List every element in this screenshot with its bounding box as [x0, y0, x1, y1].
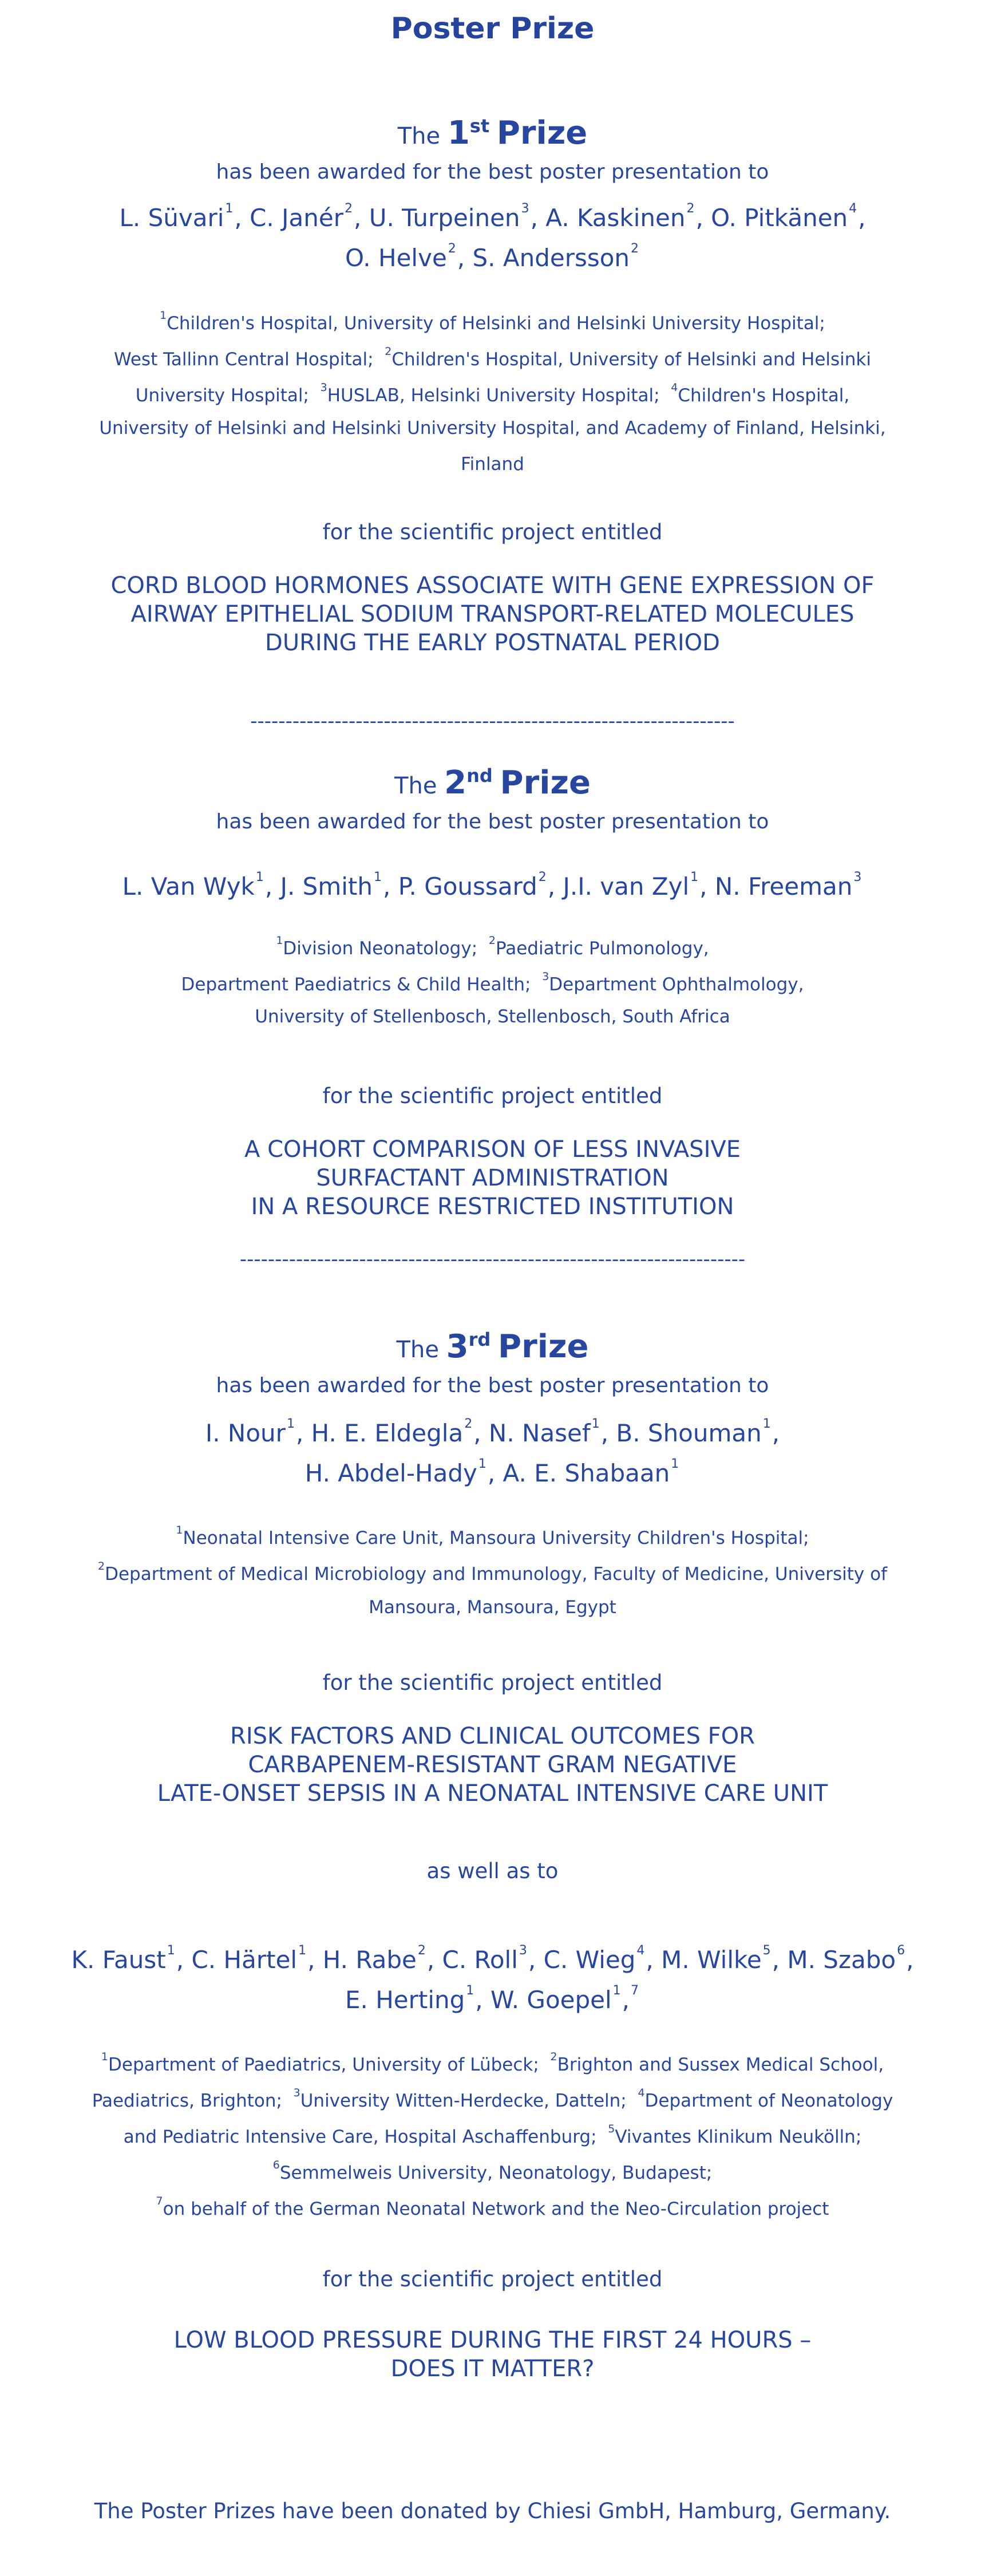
affiliation-marker: 1: [255, 870, 264, 884]
first-prize-authors-line-1: [0, 202, 985, 232]
text-segment: E. Herting: [345, 1986, 465, 2014]
second-prize-project-title-line-3: IN A RESOURCE RESTRICTED INSTITUTION: [251, 1194, 734, 1220]
affiliation-marker: 2: [631, 242, 639, 256]
affiliation-marker: 6: [272, 2159, 280, 2171]
text-segment: , C. Janér: [234, 204, 343, 232]
prize-the: The: [396, 1337, 439, 1363]
affiliation-marker: 4: [638, 2087, 645, 2099]
text-segment: I. Nour: [205, 1419, 286, 1447]
text-segment: Department Paediatrics & Child Health;: [181, 974, 543, 995]
text-segment: Department of Neonatology: [644, 2091, 893, 2111]
affiliation-marker: 2: [417, 1943, 426, 1958]
affiliation-marker: 1: [478, 1457, 486, 1471]
section-divider: ---------------------------------------------------------------------: [250, 710, 735, 733]
text-segment: , O. Pitkänen: [695, 204, 848, 232]
prize-number: 2nd: [444, 764, 493, 801]
page-title: Poster Prize: [390, 11, 595, 46]
affiliation-marker: 1: [591, 1417, 600, 1431]
first-prize-project-title-line-1: CORD BLOOD HORMONES ASSOCIATE WITH GENE EXPRESSION OF: [110, 572, 875, 599]
text-segment: Division Neonatology;: [283, 938, 489, 959]
affiliation-marker: 3: [542, 970, 549, 983]
text-segment: , J.I. van Zyl: [547, 872, 690, 900]
third-prize-affiliation-line: [0, 1560, 985, 1585]
text-segment: L. Süvari: [119, 204, 224, 232]
affiliation-marker: 5: [762, 1943, 771, 1958]
text-segment: Department Ophthalmology,: [549, 974, 804, 995]
affiliation-marker: 2: [686, 202, 695, 216]
text-segment: , C. Härtel: [176, 1946, 298, 1974]
second-prize-entitled-text: for the scientific project entitled: [322, 1084, 663, 1108]
text-segment: , H. E. Eldegla: [295, 1419, 464, 1447]
text-segment: ,: [858, 204, 866, 232]
affiliation-marker: 5: [608, 2123, 615, 2135]
affiliation-marker: 1: [762, 1417, 771, 1431]
third-prize-second-affiliation-line: [0, 2123, 985, 2147]
affiliation-marker: 2: [385, 345, 392, 358]
text-segment: Mansoura, Mansoura, Egypt: [369, 1597, 616, 1618]
text-segment: Department of Medical Microbiology and Immunology, Faculty of Medicine, University of: [105, 1564, 887, 1585]
affiliation-marker: 6: [897, 1943, 905, 1958]
text-segment: University Witten-Herdecke, Datteln;: [300, 2091, 638, 2111]
first-prize-affiliation-line: [0, 418, 985, 438]
third-prize-affiliation-line: [0, 1597, 985, 1618]
affiliation-marker: 1: [690, 870, 699, 884]
text-segment: Children's Hospital, University of Helsinki and Helsinki: [391, 349, 871, 370]
affiliation-marker: 1: [160, 309, 167, 322]
text-segment: ,: [622, 1986, 630, 2014]
text-segment: Vivantes Klinikum Neukölln;: [615, 2127, 862, 2147]
affiliation-marker: 3: [293, 2087, 300, 2099]
third-prize-authors-line-1: [0, 1417, 985, 1447]
third-prize-second-affiliation-line: [0, 2050, 985, 2075]
first-prize-project-title-line-3: DURING THE EARLY POSTNATAL PERIOD: [265, 630, 720, 656]
first-prize-project-title-line-2: AIRWAY EPITHELIAL SODIUM TRANSPORT-RELATED MOLECULES: [130, 601, 855, 627]
affiliation-marker: 2: [488, 934, 496, 947]
affiliation-marker: 1: [466, 1984, 474, 1998]
first-prize-entitled-text: for the scientific project entitled: [322, 520, 663, 544]
affiliation-marker: 1: [101, 2050, 108, 2063]
affiliation-marker: 4: [636, 1943, 645, 1958]
text-segment: Neonatal Intensive Care Unit, Mansoura University Children's Hospital;: [183, 1528, 809, 1548]
first-prize-heading: [0, 114, 985, 152]
as-well-as-text: as well as to: [426, 1859, 559, 1883]
text-segment: , A. E. Shabaan: [487, 1459, 670, 1487]
text-segment: and Pediatric Intensive Care, Hospital Aschaffenburg;: [123, 2127, 608, 2147]
affiliation-marker: 7: [631, 1984, 639, 1998]
text-segment: , S. Andersson: [457, 244, 630, 272]
affiliation-marker: 1: [298, 1943, 307, 1958]
first-prize-affiliation-line: [0, 309, 985, 334]
prize-number: 3rd: [446, 1328, 491, 1365]
first-prize-affiliation-line: [0, 345, 985, 370]
affiliation-marker: 2: [448, 242, 456, 256]
text-segment: Children's Hospital, University of Helsinki and Helsinki University Hospital;: [167, 313, 825, 334]
prize-the: The: [394, 773, 437, 799]
second-prize-project-title-line-1: A COHORT COMPARISON OF LESS INVASIVE: [244, 1136, 741, 1163]
prize-the: The: [397, 123, 441, 149]
affiliation-marker: 2: [464, 1417, 473, 1431]
text-segment: O. Helve: [345, 244, 447, 272]
text-segment: , N. Nasef: [473, 1419, 591, 1447]
text-segment: HUSLAB, Helsinki University Hospital;: [327, 385, 671, 406]
first-prize-affiliation-line: [0, 381, 985, 406]
second-prize-affiliation-line: [0, 934, 985, 959]
text-segment: H. Abdel-Hady: [304, 1459, 477, 1487]
affiliation-marker: 3: [519, 1943, 527, 1958]
second-project-entitled-text: for the scientific project entitled: [322, 2267, 663, 2291]
footer-sponsor-text: The Poster Prizes have been donated by Chiesi GmbH, Hamburg, Germany.: [94, 2499, 891, 2523]
third-prize-project-title-line-2: CARBAPENEM-RESISTANT GRAM NEGATIVE: [248, 1752, 737, 1778]
affiliation-marker: 2: [345, 202, 353, 216]
affiliation-marker: 2: [538, 870, 547, 884]
affiliation-marker: 3: [521, 202, 529, 216]
text-segment: K. Faust: [71, 1946, 166, 1974]
affiliation-marker: 3: [320, 381, 327, 394]
text-segment: , N. Freeman: [699, 872, 853, 900]
affiliation-marker: 4: [849, 202, 857, 216]
text-segment: , U. Turpeinen: [354, 204, 520, 232]
prize-word: Prize: [498, 1328, 589, 1365]
affiliation-marker: 1: [176, 1524, 183, 1536]
affiliation-marker: 1: [671, 1457, 679, 1471]
affiliation-marker: 2: [98, 1560, 105, 1573]
third-prize-second-affiliation-line: [0, 2159, 985, 2183]
second-prize-affiliation-line: [0, 1006, 985, 1027]
text-segment: , H. Rabe: [307, 1946, 417, 1974]
affiliation-marker: 1: [374, 870, 382, 884]
second-prize-authors-line-1: [0, 870, 985, 900]
first-prize-affiliation-line: [0, 454, 985, 475]
text-segment: , P. Goussard: [383, 872, 537, 900]
prize-word: Prize: [496, 114, 588, 152]
affiliation-marker: 1: [612, 1984, 621, 1998]
text-segment: , C. Roll: [426, 1946, 518, 1974]
first-prize-awarded-text: has been awarded for the best poster presentation to: [216, 160, 769, 184]
affiliation-marker: 1: [276, 934, 283, 947]
text-segment: ,: [906, 1946, 914, 1974]
text-segment: University Hospital;: [135, 385, 321, 406]
text-segment: Department of Paediatrics, University of Lübeck;: [108, 2055, 551, 2075]
text-segment: , A. Kaskinen: [530, 204, 686, 232]
text-segment: , M. Szabo: [772, 1946, 896, 1974]
text-segment: University of Stellenbosch, Stellenbosch, South Africa: [255, 1006, 730, 1027]
text-segment: Semmelweis University, Neonatology, Budapest;: [279, 2163, 713, 2183]
second-prize-affiliation-line: [0, 970, 985, 995]
text-segment: , B. Shouman: [600, 1419, 762, 1447]
affiliation-marker: 7: [156, 2195, 163, 2207]
third-prize-heading: [0, 1328, 985, 1365]
section-divider: ------------------------------------------------------------------------: [239, 1248, 746, 1271]
affiliation-marker: 1: [286, 1417, 295, 1431]
text-segment: , J. Smith: [264, 872, 373, 900]
first-prize-authors-line-2: [0, 242, 985, 272]
prize-number: 1st: [447, 114, 490, 152]
third-prize-second-affiliation-line: [0, 2087, 985, 2111]
text-segment: Children's Hospital,: [678, 385, 850, 406]
third-prize-second-authors-line-1: [0, 1943, 985, 1974]
text-segment: Finland: [461, 454, 524, 475]
text-segment: , W. Goepel: [475, 1986, 612, 2014]
text-segment: Brighton and Sussex Medical School,: [557, 2055, 884, 2075]
third-prize-project-title-line-1: RISK FACTORS AND CLINICAL OUTCOMES FOR: [230, 1723, 755, 1749]
third-prize-affiliation-line: [0, 1524, 985, 1548]
text-segment: West Tallinn Central Hospital;: [114, 349, 385, 370]
second-prize-project-title-line-2: SURFACTANT ADMINISTRATION: [316, 1165, 669, 1191]
third-prize-second-affiliation-line: [0, 2195, 985, 2219]
text-segment: Paediatrics, Brighton;: [92, 2091, 294, 2111]
affiliation-marker: 2: [550, 2050, 557, 2063]
text-segment: , C. Wieg: [528, 1946, 636, 1974]
affiliation-marker: 4: [671, 381, 678, 394]
third-prize-project-title-line-3: LATE-ONSET SEPSIS IN A NEONATAL INTENSIVE CARE UNIT: [157, 1780, 828, 1807]
text-segment: Paediatric Pulmonology,: [495, 938, 709, 959]
text-segment: L. Van Wyk: [122, 872, 255, 900]
affiliation-marker: 3: [853, 870, 862, 884]
second-project-title-line-2: DOES IT MATTER?: [390, 2356, 595, 2382]
affiliation-marker: 1: [225, 202, 234, 216]
affiliation-marker: 1: [167, 1943, 175, 1958]
text-segment: on behalf of the German Neonatal Network and the Neo-Circulation project: [163, 2199, 829, 2219]
third-prize-entitled-text: for the scientific project entitled: [322, 1670, 663, 1695]
third-prize-second-authors-line-2: [0, 1984, 985, 2014]
text-segment: University of Helsinki and Helsinki University Hospital, and Academy of Finland, Helsinki,: [99, 418, 886, 438]
prize-word: Prize: [500, 764, 591, 801]
text-segment: ,: [772, 1419, 780, 1447]
third-prize-awarded-text: has been awarded for the best poster presentation to: [216, 1374, 769, 1397]
second-project-title-line-1: LOW BLOOD PRESSURE DURING THE FIRST 24 HOURS –: [173, 2327, 812, 2353]
third-prize-authors-line-2: [0, 1457, 985, 1487]
second-prize-awarded-text: has been awarded for the best poster presentation to: [216, 810, 769, 833]
text-segment: , M. Wilke: [646, 1946, 762, 1974]
second-prize-heading: [0, 764, 985, 801]
